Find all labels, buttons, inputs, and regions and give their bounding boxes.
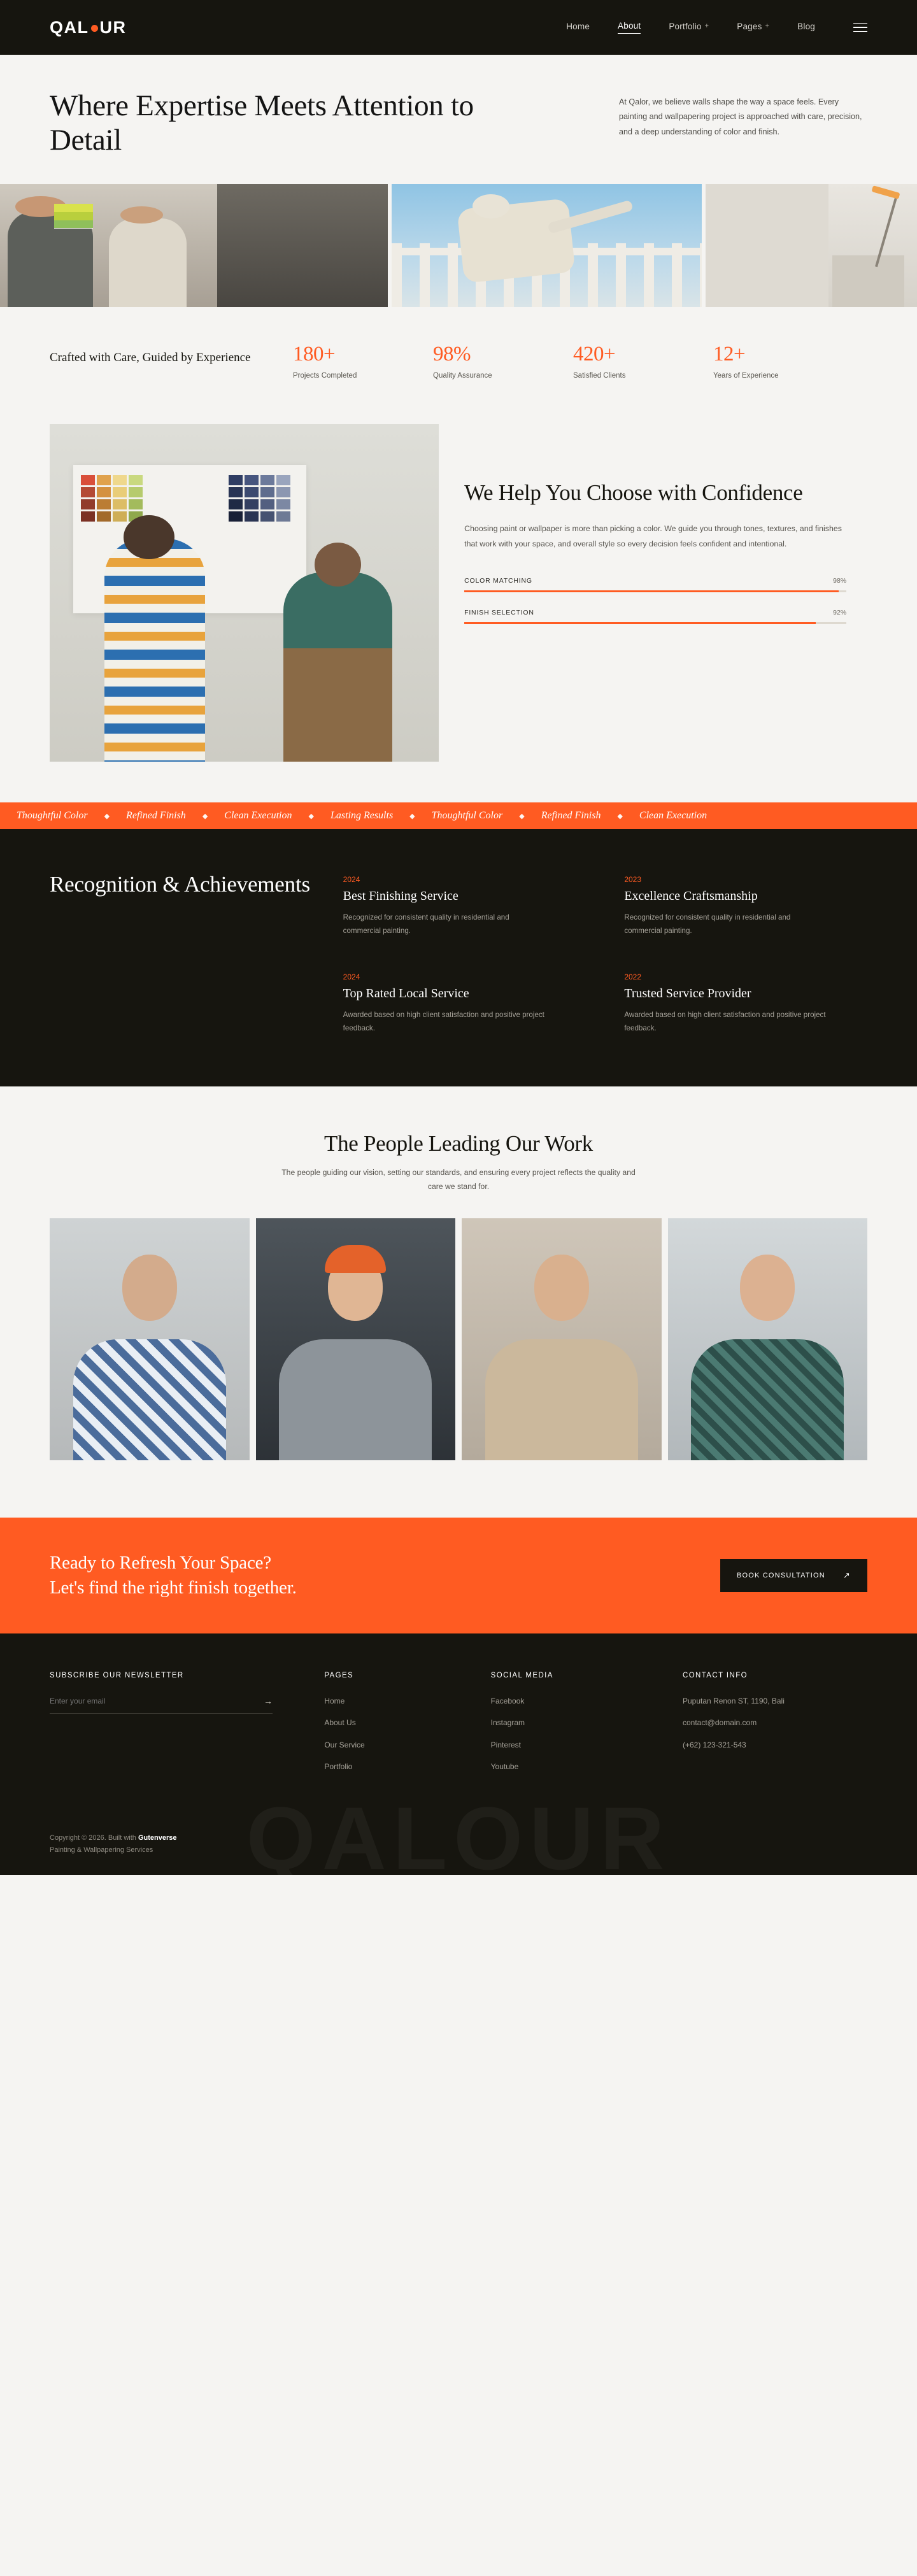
copyright-prefix: Copyright © 2026. Built with xyxy=(50,1833,138,1842)
stat-label: Satisfied Clients xyxy=(573,372,626,380)
marquee-item: Thoughtful Color xyxy=(431,810,503,822)
logo-text-right: UR xyxy=(99,17,127,37)
nav-label: Pages xyxy=(737,21,762,31)
team-member-photo-3 xyxy=(462,1218,662,1460)
footer-column-heading: SOCIAL MEDIA xyxy=(490,1672,553,1679)
cta-heading xyxy=(50,1551,297,1600)
site-header xyxy=(0,0,917,55)
stats-section xyxy=(0,307,917,418)
award-card xyxy=(343,972,586,1035)
award-title: Excellence Craftsmanship xyxy=(624,889,758,904)
award-card xyxy=(343,875,586,938)
award-year: 2022 xyxy=(624,972,642,981)
skill-label: FINISH SELECTION xyxy=(464,609,534,617)
stat-years-of-experience xyxy=(713,343,809,380)
team-member-photo-4 xyxy=(668,1218,868,1460)
stat-value: 420 xyxy=(573,343,604,366)
arrow-right-icon[interactable]: → xyxy=(264,1696,273,1706)
logo-dot-icon xyxy=(91,25,98,32)
hero-image-ceiling-roller xyxy=(706,184,917,307)
confidence-image-swatch-board xyxy=(50,424,439,762)
hero-paragraph: At Qalor, we believe walls shape the way a space feels. Every painting and wallpapering project is approached with care, precision, and a deep understanding of color and finish. xyxy=(619,97,862,136)
main-nav xyxy=(566,21,815,34)
stat-satisfied-clients xyxy=(573,343,669,380)
footer-link-facebook[interactable]: Facebook xyxy=(490,1697,525,1705)
email-field[interactable] xyxy=(50,1697,264,1705)
cta-button-label: BOOK CONSULTATION xyxy=(736,1571,825,1579)
award-card xyxy=(624,875,867,938)
team-member-photo-1 xyxy=(50,1218,250,1460)
marquee-item: Refined Finish xyxy=(541,810,601,822)
stat-value: 180 xyxy=(293,343,323,366)
footer-link-portfolio[interactable]: Portfolio xyxy=(324,1762,353,1772)
award-title: Top Rated Local Service xyxy=(343,986,469,1000)
awards-grid xyxy=(343,870,867,1035)
award-description: Awarded based on high client satisfaction and positive project feedback. xyxy=(624,1010,826,1032)
diamond-icon: ◆ xyxy=(617,812,623,820)
copyright-brand: Gutenverse xyxy=(138,1833,177,1842)
hero-image-swatch-comparison xyxy=(0,184,388,307)
site-footer xyxy=(0,1633,917,1875)
book-consultation-button[interactable] xyxy=(720,1559,867,1592)
footer-column-heading: CONTACT INFO xyxy=(682,1672,748,1679)
award-description: Recognized for consistent quality in residential and commercial painting. xyxy=(343,913,509,936)
confidence-section xyxy=(0,418,917,802)
footer-column-heading: PAGES xyxy=(324,1672,354,1679)
page-title: Where Expertise Meets Attention to Detail xyxy=(50,89,474,157)
team-title: The People Leading Our Work xyxy=(324,1130,593,1156)
confidence-title: We Help You Choose with Confidence xyxy=(464,480,803,506)
confidence-paragraph: Choosing paint or wallpaper is more than picking a color. We guide you through tones, textures, and finishes that work with your space, and overall style so every decision feels confident and intentional. xyxy=(464,523,842,549)
hero-image-spray-painting-railing xyxy=(392,184,702,307)
nav-label: Portfolio xyxy=(669,21,702,31)
nav-item-blog[interactable] xyxy=(797,22,815,34)
copyright xyxy=(50,1832,176,1858)
confidence-copy xyxy=(464,424,867,762)
award-card xyxy=(624,972,867,1035)
cta-line-2: Let's find the right finish together. xyxy=(50,1577,297,1598)
contact-address: Puputan Renon ST, 1190, Bali xyxy=(682,1697,785,1705)
diamond-icon: ◆ xyxy=(104,812,110,820)
footer-column-social xyxy=(491,1672,644,1783)
nav-item-pages[interactable] xyxy=(737,22,769,34)
logo[interactable] xyxy=(50,18,127,38)
marquee-item: Clean Execution xyxy=(224,810,292,822)
contact-phone[interactable]: (+62) 123-321-543 xyxy=(682,1740,746,1749)
stats-heading: Crafted with Care, Guided by Experience xyxy=(50,351,251,365)
footer-link-our-service[interactable]: Our Service xyxy=(324,1740,365,1749)
stat-label: Projects Completed xyxy=(293,372,357,380)
diamond-icon: ◆ xyxy=(308,812,314,820)
diamond-icon: ◆ xyxy=(409,812,415,820)
hero-section xyxy=(0,55,917,184)
recognition-title: Recognition & Achievements xyxy=(50,872,310,897)
newsletter-heading: SUBSCRIBE OUR NEWSLETTER xyxy=(50,1672,184,1679)
team-subtitle: The people guiding our vision, setting our standards, and ensuring every project reflects the quality and care we stand for. xyxy=(281,1167,636,1192)
stat-label: Years of Experience xyxy=(713,372,779,380)
copyright-tagline: Painting & Wallpapering Services xyxy=(50,1846,153,1854)
marquee-banner xyxy=(0,802,917,829)
marquee-item: Refined Finish xyxy=(126,810,186,822)
skill-percent: 92% xyxy=(833,609,847,617)
skill-bars xyxy=(464,577,846,624)
newsletter-form[interactable] xyxy=(50,1696,273,1714)
award-title: Best Finishing Service xyxy=(343,889,458,904)
chevron-plus-icon: + xyxy=(704,22,709,30)
award-description: Recognized for consistent quality in residential and commercial painting. xyxy=(624,913,791,936)
award-year: 2023 xyxy=(624,875,642,885)
cta-line-1: Ready to Refresh Your Space? xyxy=(50,1552,271,1573)
stat-label: Quality Assurance xyxy=(433,372,492,380)
marquee-item: Thoughtful Color xyxy=(17,810,88,822)
stat-value: 12 xyxy=(713,343,734,366)
nav-item-portfolio[interactable] xyxy=(669,22,709,34)
nav-label: Home xyxy=(566,21,590,31)
stat-projects-completed xyxy=(293,343,388,380)
contact-email[interactable]: contact@domain.com xyxy=(682,1718,757,1728)
award-year: 2024 xyxy=(343,972,360,981)
chevron-plus-icon: + xyxy=(765,22,770,30)
nav-label: Blog xyxy=(797,21,815,31)
marquee-item: Lasting Results xyxy=(330,810,394,822)
footer-link-pinterest[interactable]: Pinterest xyxy=(490,1740,522,1749)
skill-percent: 98% xyxy=(833,577,847,585)
stat-quality-assurance xyxy=(433,343,529,380)
footer-link-youtube[interactable]: Youtube xyxy=(490,1762,519,1772)
arrow-up-right-icon: ↗ xyxy=(842,1570,851,1580)
diamond-icon: ◆ xyxy=(202,812,208,820)
award-year: 2024 xyxy=(343,875,360,885)
footer-link-home[interactable]: Home xyxy=(324,1697,345,1705)
footer-link-instagram[interactable]: Instagram xyxy=(490,1718,525,1728)
hero-gallery xyxy=(0,184,917,307)
stat-suffix: % xyxy=(453,343,471,366)
team-section xyxy=(0,1086,917,1518)
team-member-photo-2 xyxy=(256,1218,456,1460)
skill-bar-finish-selection xyxy=(464,609,846,624)
stats-list xyxy=(293,343,809,380)
hamburger-icon[interactable] xyxy=(853,23,867,32)
stat-value: 98 xyxy=(433,343,453,366)
logo-text-left: QAL xyxy=(50,17,89,37)
stat-suffix: + xyxy=(604,343,616,366)
award-description: Awarded based on high client satisfaction and positive project feedback. xyxy=(343,1010,544,1032)
footer-column-pages xyxy=(324,1672,451,1783)
nav-item-home[interactable] xyxy=(566,22,590,34)
stat-suffix: + xyxy=(734,343,746,366)
stat-suffix: + xyxy=(323,343,336,366)
skill-label: COLOR MATCHING xyxy=(464,577,532,585)
team-grid xyxy=(50,1218,867,1460)
newsletter-block xyxy=(50,1672,285,1783)
footer-column-contact xyxy=(683,1672,867,1783)
diamond-icon: ◆ xyxy=(519,812,525,820)
nav-item-about[interactable] xyxy=(618,21,641,34)
cta-banner xyxy=(0,1518,917,1633)
skill-bar-color-matching xyxy=(464,577,846,592)
marquee-item: Clean Execution xyxy=(639,810,707,822)
footer-link-about-us[interactable]: About Us xyxy=(324,1718,356,1728)
nav-label: About xyxy=(618,21,641,31)
award-title: Trusted Service Provider xyxy=(624,986,751,1000)
recognition-section xyxy=(0,829,917,1086)
